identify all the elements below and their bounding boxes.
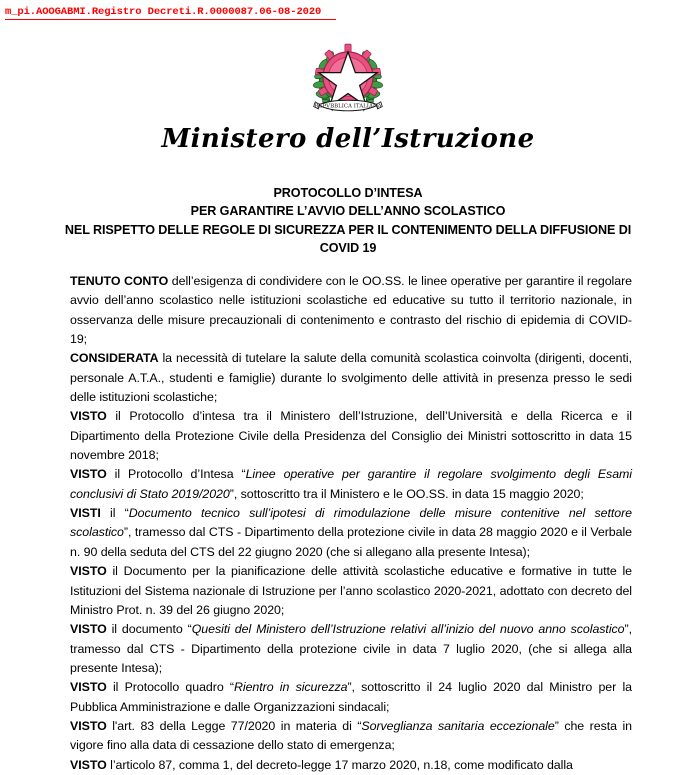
document-body [70, 272, 632, 775]
paragraph-text-after: ”, tramesso dal CTS - Dipartimento della protezione civile in data 28 maggio 2020 e il Verbale n. 90 della seduta del CTS del 22 giugno 2020 (che si allegano alla presente Intesa); [70, 525, 632, 559]
paragraph-keyword: VISTO [70, 409, 107, 424]
paragraph-keyword: VISTI [70, 506, 101, 521]
body-paragraph [70, 678, 632, 717]
paragraph-quoted-title: Sorveglianza sanitaria eccezionale [361, 718, 555, 733]
paragraph-keyword: VISTO [70, 622, 107, 637]
document-title-line-1: PROTOCOLLO D’INTESA [273, 186, 423, 200]
document-title-line-2: PER GARANTIRE L’AVVIO DELL’ANNO SCOLASTICO [190, 204, 506, 219]
paragraph-text: il Documento per la pianificazione delle attività scolastiche educative e formative in tutte le Istituzioni del Sistema nazionale di Istruzione per l’anno scolastico 2020-2021, adottato con decreto del Ministro Prot. n. 39 del 26 giugno 2020; [70, 564, 632, 617]
paragraph-keyword: TENUTO CONTO [70, 274, 169, 288]
paragraph-keyword: CONSIDERATA [70, 351, 159, 366]
body-paragraph [70, 717, 632, 756]
document-title-line-4: COVID 19 [319, 241, 377, 256]
ministry-title: Ministero dell’Istruzione [161, 124, 535, 154]
ribbon-text: REPVBBLICA ITALIANA [314, 103, 382, 110]
paragraph-text-before: il documento “ [106, 622, 192, 637]
paragraph-keyword: VISTO [70, 757, 107, 772]
paragraph-text-after: ”, tramesso dal CTS - Dipartimento della protezione civile in data 7 luglio 2020, (che si allega alla presente Intesa); [70, 622, 632, 675]
paragraph-text-after: ” che resta in vigore fino alla data di cessazione dello stato di emergenza; [70, 718, 633, 753]
document-title-line-3: NEL RISPETTO DELLE REGOLE DI SICUREZZA PER IL CONTENIMENTO DELLA DIFFUSIONE DI [64, 222, 632, 237]
body-paragraph [70, 272, 632, 349]
body-paragraph [70, 465, 632, 504]
paragraph-text-after: ”, sottoscritto il 24 luglio 2020 dal Ministro per la Pubblica Amministrazione e dalle Organizzazioni sindacali; [70, 680, 632, 714]
body-paragraph [70, 349, 632, 407]
paragraph-keyword: VISTO [70, 467, 107, 482]
body-paragraph [70, 756, 632, 775]
protocol-stamp-text: m_pi.AOOGABMI.Registro Decreti.R.0000087.06-08-2020 [5, 6, 322, 18]
paragraph-keyword: VISTO [70, 718, 107, 733]
body-paragraph [70, 620, 632, 678]
protocol-stamp [5, 6, 691, 24]
body-paragraph [70, 562, 632, 620]
paragraph-text: dell’esigenza di condividere con le OO.SS. le linee operative per garantire il regolare avvio dell’anno scolastico nelle istituzioni scolastiche ed educative su tutto il territorio nazionale, in osservanza delle misure precauzionali di contenimento e contrasto del rischio di epidemia di COVID-19; [70, 274, 632, 347]
emblem-of-italy-icon [309, 36, 387, 124]
paragraph-quoted-title: Rientro in sicurezza [233, 680, 348, 695]
body-paragraph [70, 407, 632, 465]
paragraph-text-before: il Protocollo quadro “ [106, 680, 234, 695]
emblem-container [0, 36, 696, 129]
paragraph-text-before: il Protocollo d’Intesa “ [106, 467, 246, 482]
paragraph-keyword: VISTO [70, 680, 107, 695]
paragraph-quoted-title: Quesiti del Ministero dell’Istruzione relativi all’inizio del nuovo anno scolastico [191, 622, 625, 637]
body-paragraph [70, 504, 632, 562]
paragraph-text: il Protocollo d’intesa tra il Ministero dell’Istruzione, dell’Università e della Ricerca e il Dipartimento della Protezione Civile della Presidenza del Consiglio dei Ministri sottoscritto in data 15 novembre 2018; [70, 409, 632, 463]
paragraph-text-after: ”, sottoscritto tra il Ministero e le OO.SS. in data 15 maggio 2020; [229, 486, 584, 501]
paragraph-text-before: l'art. 83 della Legge 77/2020 in materia di “ [106, 718, 362, 733]
paragraph-keyword: VISTO [70, 564, 107, 579]
paragraph-quoted-title: Documento tecnico sull’ipotesi di rimodulazione delle misure contenitive nel settore scolastico [70, 506, 632, 540]
paragraph-text: l’articolo 87, comma 1, del decreto-legge 17 marzo 2020, n.18, come modificato dalla [106, 757, 573, 772]
paragraph-text: la necessità di tutelare la salute della comunità scolastica coinvolta (dirigenti, docenti, personale A.T.A., studenti e famiglie) durante lo svolgimento delle attività in presenza presso le sedi delle istituzioni scolastiche; [70, 351, 632, 405]
document-title [48, 184, 648, 258]
paragraph-quoted-title: Linee operative per garantire il regolare svolgimento degli Esami conclusivi di Stato 2019/2020 [70, 467, 633, 501]
protocol-stamp-underline [5, 19, 336, 20]
paragraph-text-before: il “ [100, 506, 129, 521]
